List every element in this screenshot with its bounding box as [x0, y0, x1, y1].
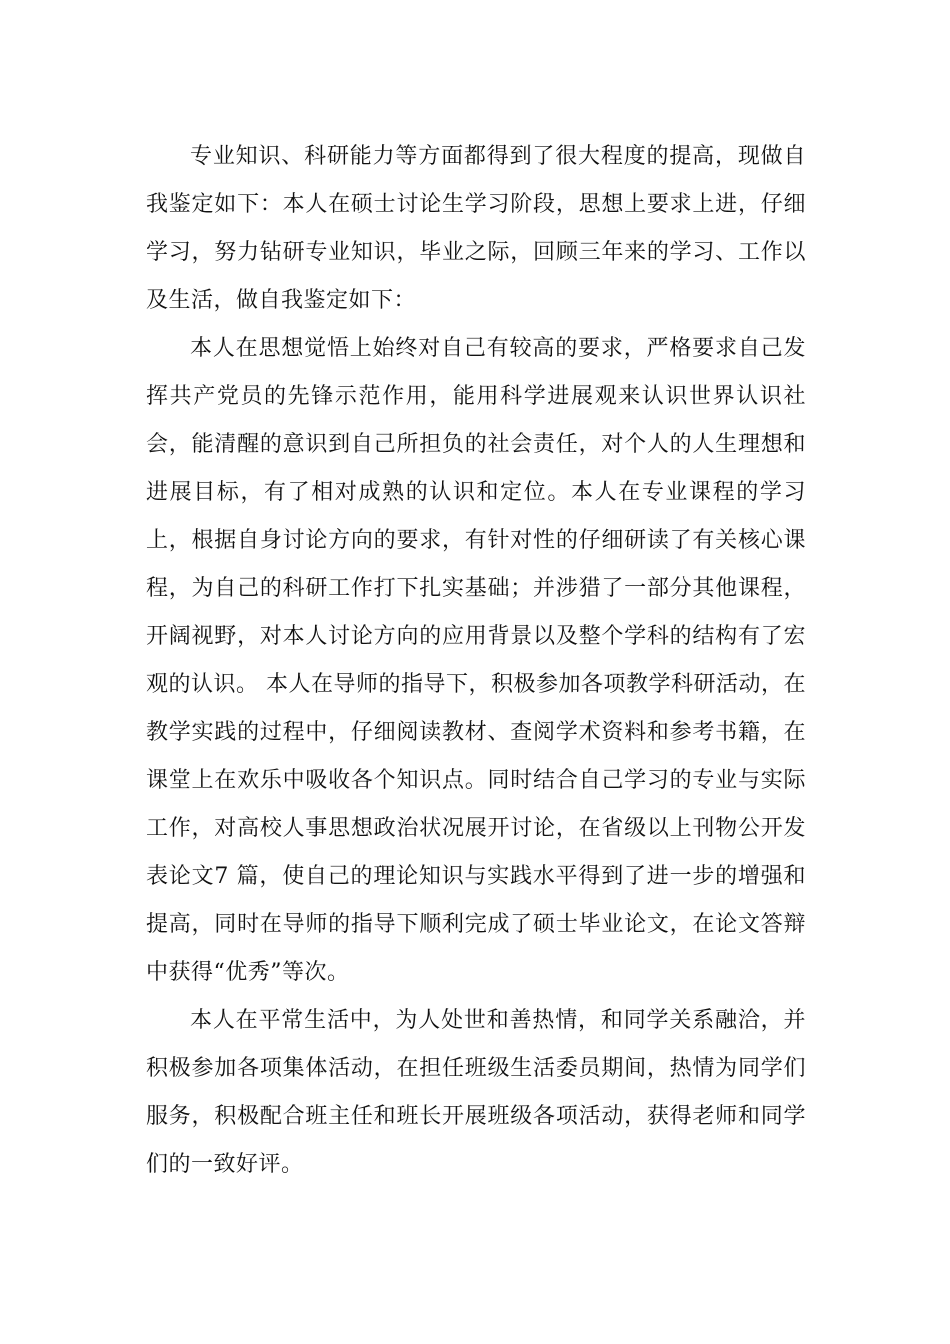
paragraph-intro: 专业知识、科研能力等方面都得到了很大程度的提高，现做自我鉴定如下：本人在硕士讨论生学习阶段，思想上要求上进，仔细学习，努力钻研专业知识，毕业之际，回顾三年来的学习、工作以及生活，做自我鉴定如下： — [146, 144, 806, 313]
document-body — [146, 133, 806, 1189]
paragraph-daily-life: 本人在平常生活中，为人处世和善热情，和同学关系融洽，并积极参加各项集体活动，在担任班级生活委员期间，热情为同学们服务，积极配合班主任和班长开展班级各项活动，获得老师和同学们的一致好评。 — [146, 1008, 806, 1177]
paragraph-study-research: 本人在思想觉悟上始终对自己有较高的要求，严格要求自己发挥共产党员的先锋示范作用，能用科学进展观来认识世界认识社会，能清醒的意识到自己所担负的社会责任，对个人的人生理想和进展目标，有了相对成熟的认识和定位。本人在专业课程的学习上，根据自身讨论方向的要求，有针对性的仔细研读了有关核心课程，为自己的科研工作打下扎实基础；并涉猎了一部分其他课程，开阔视野，对本人讨论方向的应用背景以及整个学科的结构有了宏观的认识。 本人在导师的指导下，积极参加各项教学科研活动，在教学实践的过程中，仔细阅读教材、查阅学术资料和参考书籍，在课堂上在欢乐中吸收各个知识点。同时结合自己学习的专业与实际工作，对高校人事思想政治状况展开讨论，在省级以上刊物公开发表论文7 篇，使自己的理论知识与实践水平得到了进一步的增强和提高，同时在导师的指导下顺利完成了硕士毕业论文，在论文答辩中获得“优秀”等次。 — [146, 336, 806, 985]
